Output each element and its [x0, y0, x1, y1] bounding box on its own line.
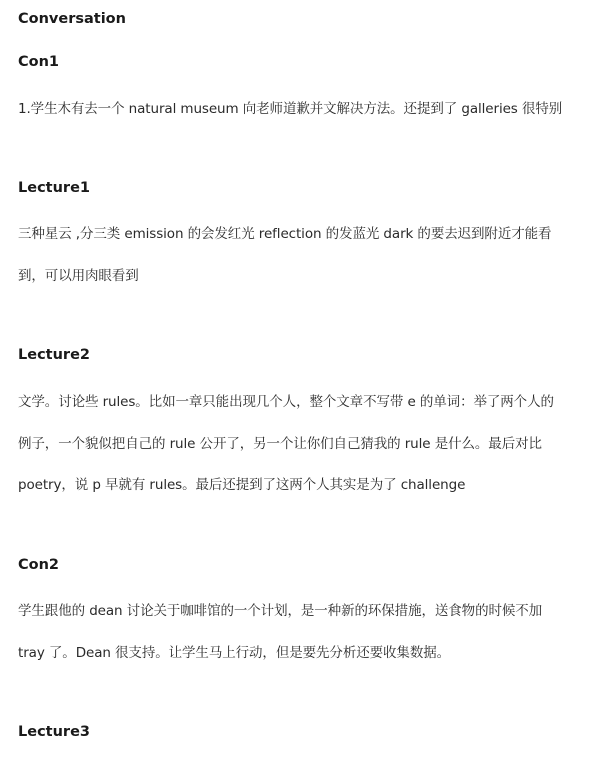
section-heading-lecture3: Lecture3 [18, 724, 90, 740]
section-heading-lecture1: Lecture1 [18, 180, 90, 196]
section-lecture2-line-1: 文学。讨论些 rules。比如一章只能出现几个人，整个文章不写带 e 的单词：举了两个人的 [18, 394, 554, 410]
section-con1-line-1: 1.学生木有去一个 natural museum 向老师道歉并文解决方法。还提到了 galleries 很特别 [18, 101, 563, 117]
section-lecture1-line-2: 到，可以用肉眼看到 [18, 268, 139, 284]
section-heading-con2: Con2 [18, 557, 60, 573]
section-heading-lecture2: Lecture2 [18, 347, 90, 363]
section-lecture2-line-2: 例子，一个貌似把自己的 rule 公开了，另一个让你们自己猜我的 rule 是什么。最后对比 [18, 436, 542, 452]
section-heading-con1: Con1 [18, 54, 60, 70]
section-con2-line-2: tray 了。Dean 很支持。让学生马上行动，但是要先分析还要收集数据。 [18, 645, 451, 661]
section-con2-line-1: 学生跟他的 dean 讨论关于咖啡馆的一个计划，是一种新的环保措施，送食物的时候不加 [18, 603, 543, 619]
section-lecture1-line-1: 三种星云 ,分三类 emission 的会发红光 reflection 的发蓝光 dark 的要去迟到附近才能看 [18, 226, 552, 242]
section-lecture2-line-3: poetry，说 p 早就有 rules。最后还提到了这两个人其实是为了 challenge [18, 477, 466, 493]
document-title: Conversation [18, 11, 126, 27]
